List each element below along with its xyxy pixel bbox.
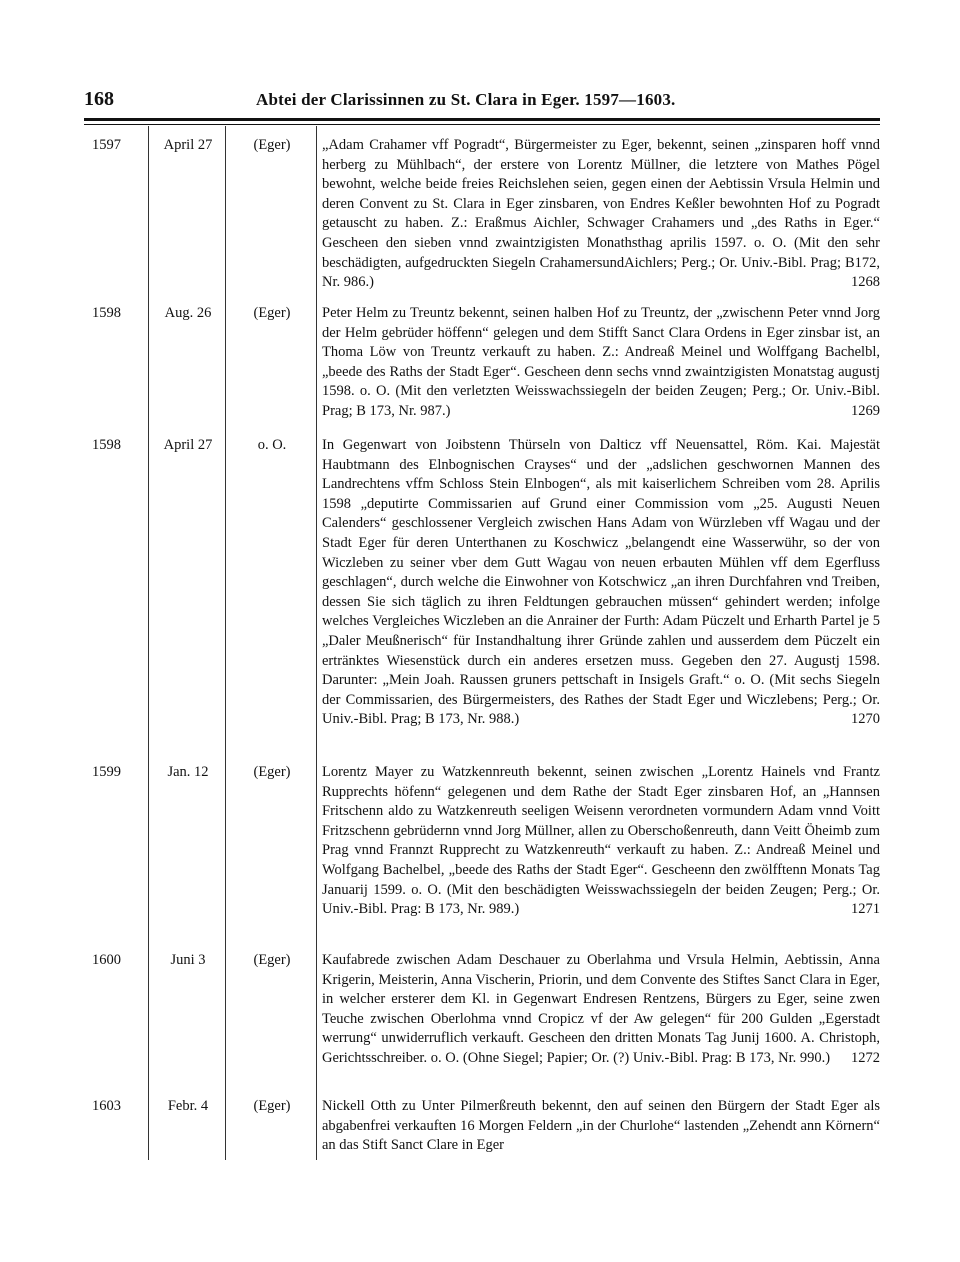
entry-number: 1271 xyxy=(851,901,880,918)
entry-year: 1599 xyxy=(92,764,121,780)
column-divider-place xyxy=(316,126,317,1160)
entry-body: In Gegenwart von Joibstenn Thürseln von Dalticz vff Neuensattel, Röm. Kai. Majestät Haubtmann des Elnbognischen Crayses“ und der „adslichen geschwornen Mannen des Landrechtens vffm Schloss Stein Elnbogen“, als mit kaiserlichem Schreiben vom 28. Aprilis 1598 „deputirte Commissarien auf Grund einer Commission vom „25. Augusti Neuen Calenders“ geschlossener Vergleich zwischen Hans Adam von Würzleben vff Wagau und der Stadt Eger für deren Unterthanen zu Koschwicz „belangendt eine Wasserwühr, so der von Wiczleben zu seiner vber dem Gutt Wagau von neuen erbauten Mühlen vff dem Egerfluss geschlagen“, durch welche die Einwohner von Kotschwicz „an ihren Durchfahren vnd Treiben, dessen Sie sich täglich zu ihren Feldtungen gebrauchen müssen“ gehindert werden; infolge welches Vergleiches Wiczleben an die Anrainer der Furth: Adam Püczelt und Erharth Partel je 5 „Daler Meußnerisch“ für Instandhaltung ihrer Gründe zahlen und ausserdem dem Püczelt ein ertränktes Wiesenstück durch ein anderes ersetzen muss. Gegeben den 27. Augustj 1598. Darunter: „Mein Joah. Raussen gruners pettschaft in Insigels Graft.“ o. O. (Mit sechs Siegeln der Commissarien, des Bürgermeisters, des Rathes der Stadt Eger und Wiczlebens; Perg.; Or. Univ.-Bibl. Prag; B 173, Nr. 988.) xyxy=(322,437,880,728)
entry-text xyxy=(322,951,880,1069)
entry-body: Nickell Otth zu Unter Pilmerßreuth bekennt, den auf seinen den Bürgern der Stadt Eger als abgabenfrei verkauften 16 Morgen Feldern „in der Churlohe“ lastenden „Zehendt ann Körnern“ an das Stift Sanct Clare in Eger xyxy=(322,1098,880,1154)
entry-date: April 27 xyxy=(163,137,213,153)
entry-place: (Eger) xyxy=(253,137,291,153)
entry-year: 1598 xyxy=(92,437,121,453)
entry-number: 1268 xyxy=(851,274,880,291)
entry-text xyxy=(322,1097,880,1156)
entry-body: Lorentz Mayer zu Watzkennreuth bekennt, seinen zwischen „Lorentz Hainels vnd Frantz Rupprechts höfenn“ gelegenen und dem Rathe der Stadt Eger zinsbaren Hof, an „Hannsen Fritschenn aldo zu Watzkenreuth seeligen Weisenn verordneten vormundern Adam vnnd Voitt Fritzschenn gebrüdernn vnnd Jorg Müllner, allen zu Oberschoßenreuth, dann Veitt Öheimb zum Prag vnnd Frannzt Rupprecht zu Watzkenreuth“ verkauft zu haben. Z.: Andreaß Meinel und Wolfgang Bachelbel, „beede des Raths der Stadt Eger“. Gescheenn den zwölfftenn Monats Tag Januarij 1599. o. O. (Mit den beschädigten Weisswachssiegeln der beiden Zeugen; Perg.; Or. Univ.-Bibl. Prag: B 173, Nr. 989.) xyxy=(322,764,880,918)
running-title: Abtei der Clarissinnen zu St. Clara in Eger. 1597—1603. xyxy=(256,90,676,109)
entry-number: 1270 xyxy=(851,711,880,728)
entry-body: Peter Helm zu Treuntz bekennt, seinen halben Hof zu Treuntz, der „zwischenn Peter vnnd Jorg der Helm gebrüder höffenn“ gelegen und dem Stifft Sanct Clara Ordens in Eger zinsbar ist, an Thoma Löw von Treuntz verkauft zu haben. Z.: Andreaß Meinel und Wolffgang Bachelbl, „beede des Raths der Stadt Eger“. Gescheen denn sechs vnnd zwaintzigisten Monatstag augustj 1598. o. O. (Mit den verletzten Weisswachssiegeln der beiden Zeugen; Perg.; Or. Univ.-Bibl. Prag; B 173, Nr. 987.) xyxy=(322,305,880,419)
entry-year: 1598 xyxy=(92,305,121,321)
entry-body: „Adam Crahamer vff Pogradt“, Bürgermeister zu Eger, bekennt, seinen „zinsparen hoff vnnd herberg zu Mühlbach“, der erstere von Lorentz Müllner, die letztere von Mathes Pögel bewohnt, welche beide freies Reichslehen seien, gegen einen der Aebtissin Vrsula Helmin und deren Convent zu St. Clara in Eger zinsbaren, von Endres Keßler bewohnten Hof zu Pogradt getauscht zu haben. Z.: Eraßmus Aichler, Schwager Crahamers und „des Raths in Eger.“ Gescheen den sieben vnnd zwaintzigisten Monathsthag aprilis 1597. o. O. (Mit den sehr beschädigten, aufgedruckten Siegeln CrahamersundAichlers; Perg.; Or. Univ.-Bibl. Prag; B172, Nr. 986.) xyxy=(322,137,880,291)
page-number: 168 xyxy=(84,88,114,110)
entry-text xyxy=(322,436,880,730)
entry-date: April 27 xyxy=(163,437,213,453)
entry-place: (Eger) xyxy=(253,1098,291,1114)
entry-place: (Eger) xyxy=(253,764,291,780)
entry-number: 1269 xyxy=(851,402,880,419)
header-rule-thick xyxy=(84,118,880,121)
entry-text xyxy=(322,763,880,920)
entry-date: Aug. 26 xyxy=(164,305,212,321)
entry-date: Juni 3 xyxy=(170,952,206,968)
entry-year: 1600 xyxy=(92,952,121,968)
entry-year: 1603 xyxy=(92,1098,121,1114)
header-rule-thin xyxy=(84,124,880,125)
entry-place: o. O. xyxy=(257,437,287,453)
entry-place: (Eger) xyxy=(253,952,291,968)
column-divider-year xyxy=(148,126,149,1160)
entry-body: Kaufabrede zwischen Adam Deschauer zu Oberlahma und Vrsula Helmin, Aebtissin, Anna Krigerin, Meisterin, Anna Vischerin, Priorin, und dem Convente des Stiftes Sanct Clara in Eger, in welcher ersterer dem Kl. in Gegenwart Endresen Rentzens, Bürgers zu Eger, seine zwen Teuche zwischen Oberlohma vnnd Cropicz vf der Aw gelegen“ für 200 Gulden „Egerstadt werrung“ unwiderruflich verkauft. Gescheen den dritten Monats Tag Junij 1600. A. Christoph, Gerichtsschreiber. o. O. (Ohne Siegel; Papier; Or. (?) Univ.-Bibl. Prag: B 173, Nr. 990.) xyxy=(322,952,880,1066)
entry-text xyxy=(322,304,880,422)
entry-date: Febr. 4 xyxy=(167,1098,209,1114)
entry-place: (Eger) xyxy=(253,305,291,321)
entry-text xyxy=(322,136,880,293)
entry-date: Jan. 12 xyxy=(167,764,209,780)
entry-number: 1272 xyxy=(851,1049,880,1066)
entry-year: 1597 xyxy=(92,137,121,153)
column-divider-date xyxy=(225,126,226,1160)
page-header xyxy=(84,88,880,114)
